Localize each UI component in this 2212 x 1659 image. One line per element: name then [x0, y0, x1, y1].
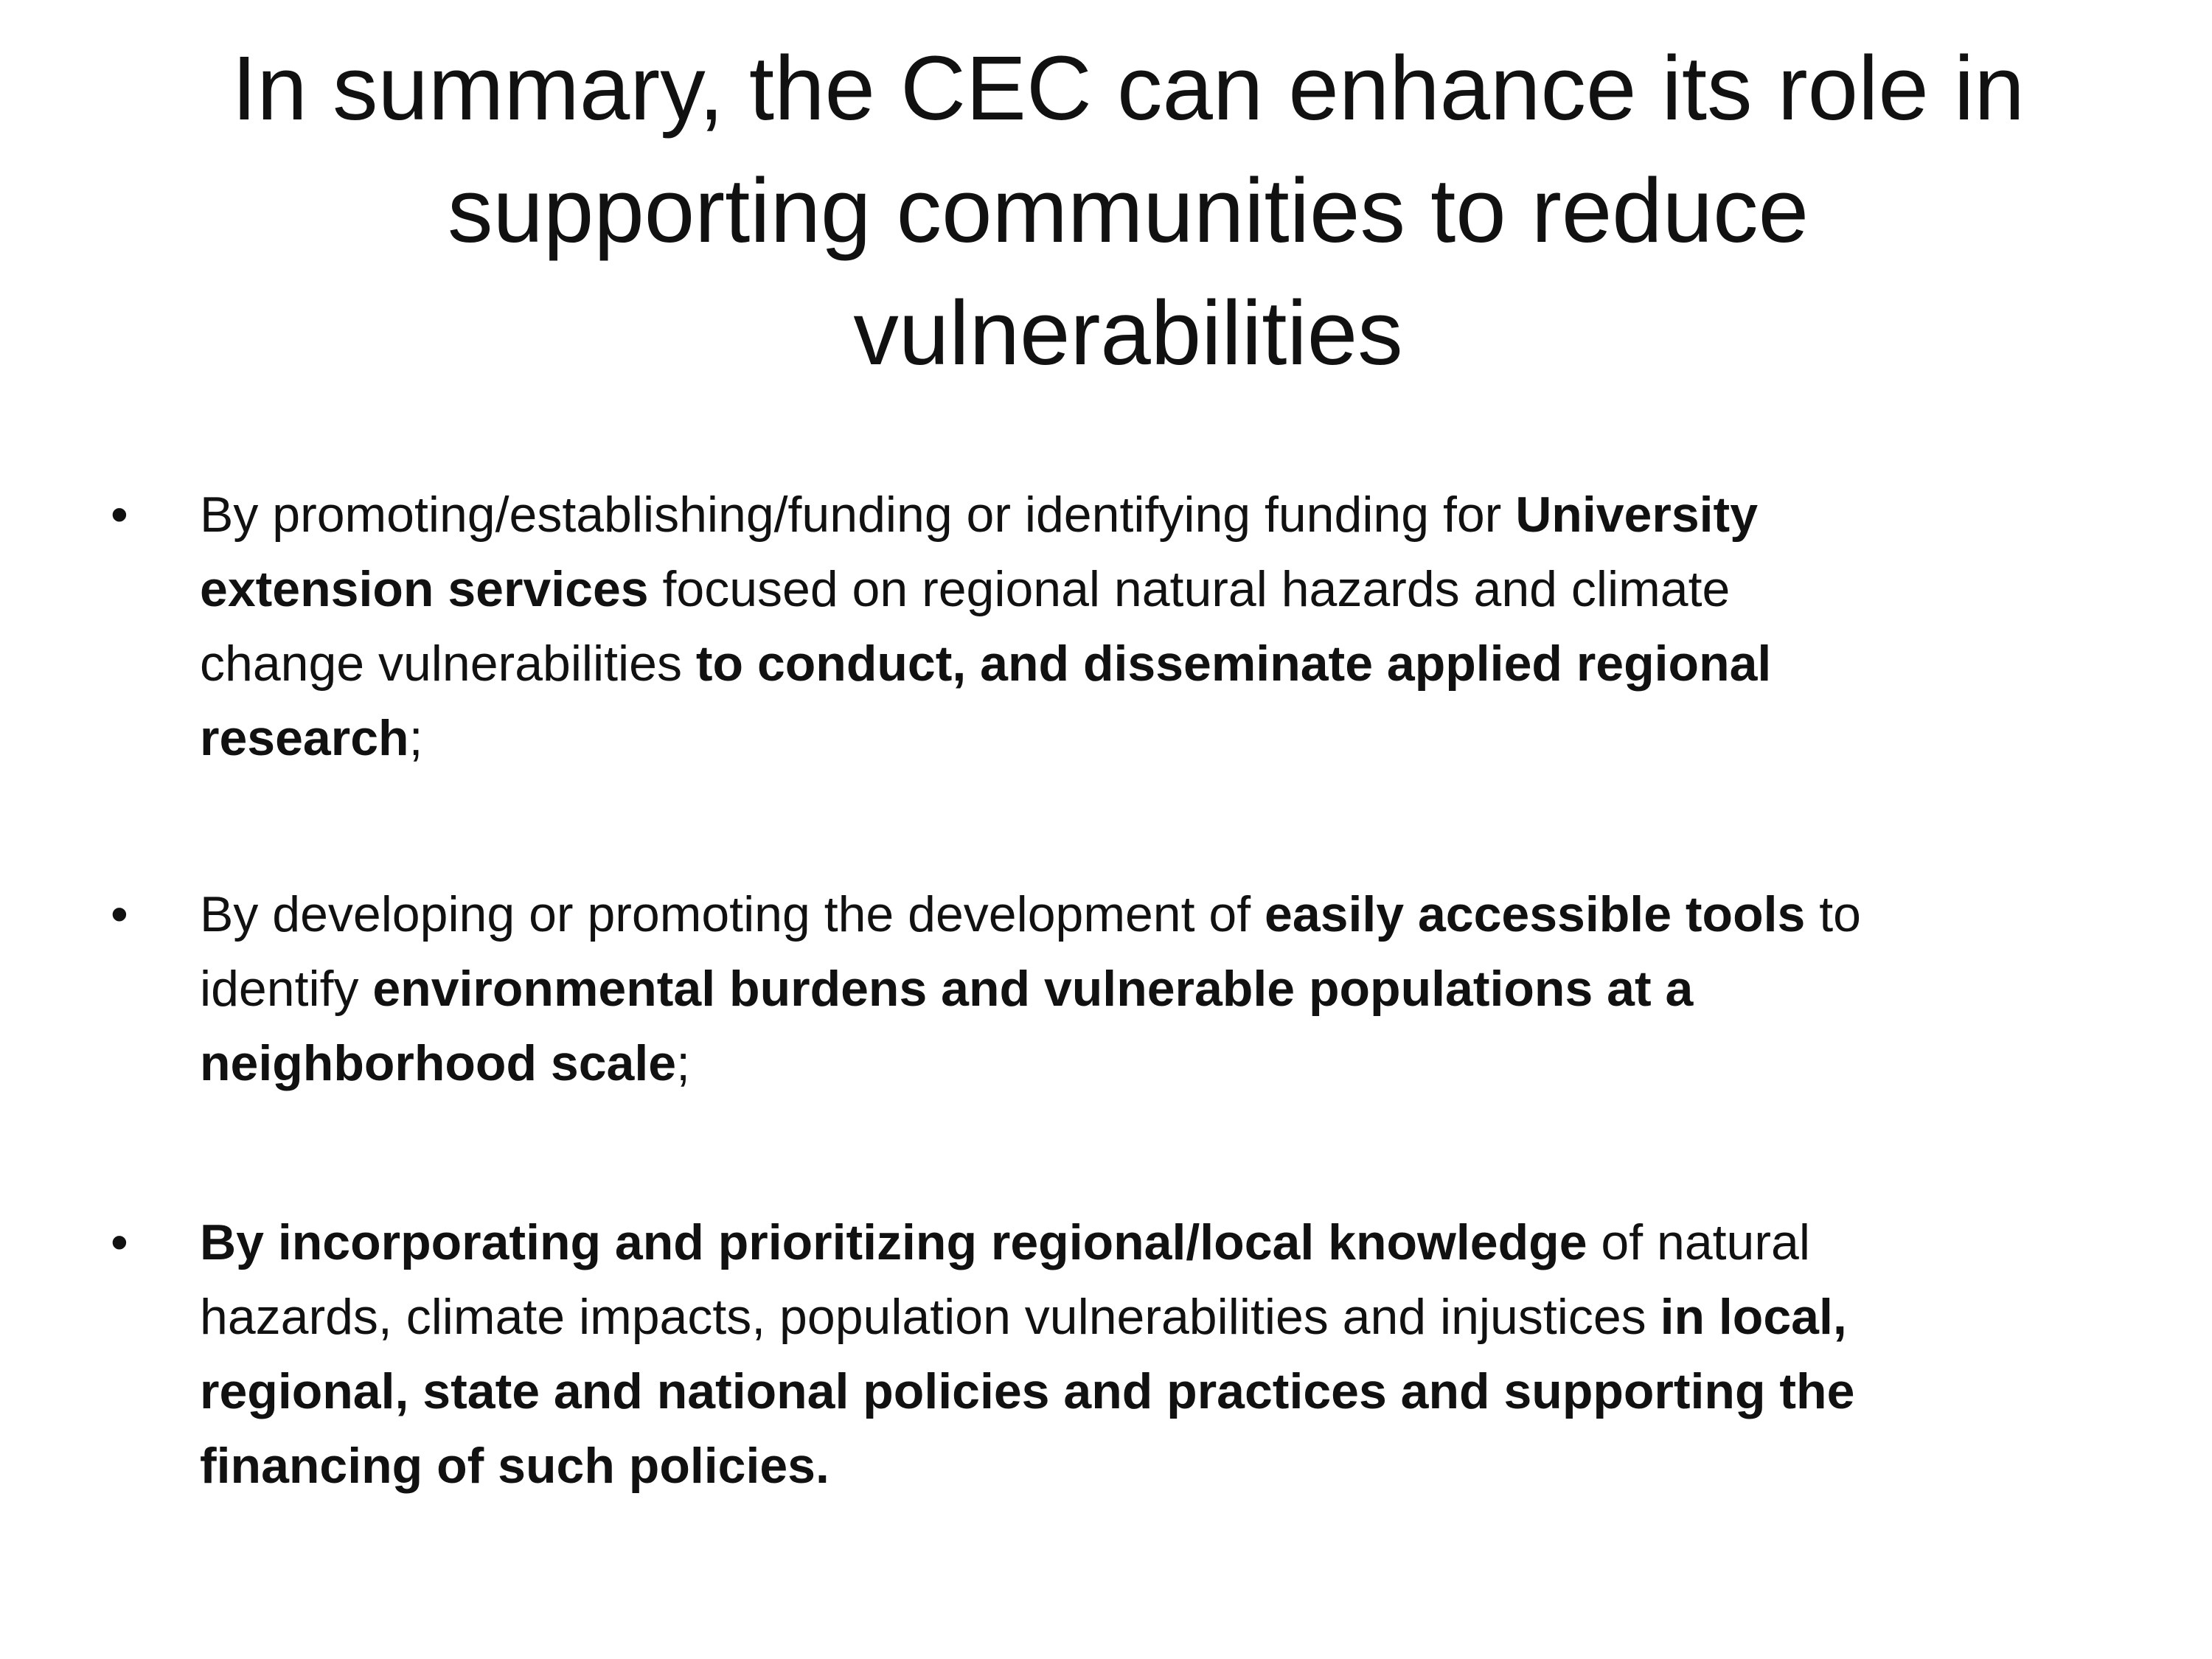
bullet-bold-text: environmental burdens and vulnerable populations at a: [372, 961, 1694, 1017]
bullet-bold-text: in local,: [1660, 1289, 1847, 1345]
bullet-line: [200, 552, 2109, 627]
bullet-list: [111, 478, 2109, 1605]
bullet-text: By promoting/establishing/funding or identifying funding for: [200, 487, 1516, 543]
bullet-bold-text: neighborhood scale: [200, 1035, 677, 1091]
bullet-bold-text: By incorporating and prioritizing regional/local knowledge: [200, 1214, 1587, 1270]
bullet-bold-text: financing of such policies.: [200, 1438, 830, 1494]
bullet-line: [200, 1354, 2109, 1429]
bullet-bold-text: regional, state and national policies and practices and supporting the: [200, 1363, 1855, 1419]
bullet-icon: •: [111, 886, 128, 942]
slide-title: [111, 28, 2146, 395]
bullet-text: hazards, climate impacts, population vulnerabilities and injustices: [200, 1289, 1660, 1345]
bullet-text: of natural: [1587, 1214, 1810, 1270]
bullet-item-local-knowledge: [111, 1206, 2109, 1503]
bullet-bold-text: extension services: [200, 561, 649, 617]
bullet-line: [200, 952, 2109, 1026]
bullet-text: By developing or promoting the development of: [200, 886, 1265, 942]
bullet-bold-text: University: [1515, 487, 1759, 543]
bullet-text: focused on regional natural hazards and climate: [648, 561, 1731, 617]
bullet-line: [200, 877, 2109, 952]
bullet-icon: •: [111, 1214, 128, 1270]
bullet-item-extension-services: [111, 478, 2109, 776]
title-line: supporting communities to reduce: [448, 161, 1809, 262]
bullet-line: [200, 627, 2109, 701]
title-line: vulnerabilities: [853, 283, 1403, 384]
bullet-bold-text: to conduct, and disseminate applied regional: [695, 636, 1772, 692]
bullet-line: [200, 478, 2109, 552]
bullet-item-accessible-tools: [111, 877, 2109, 1101]
bullet-line: [200, 1280, 2109, 1354]
bullet-line: [200, 1429, 2109, 1503]
bullet-icon: •: [111, 487, 128, 543]
bullet-bold-text: easily accessible tools: [1265, 886, 1806, 942]
bullet-line: [200, 701, 2109, 776]
bullet-line: [200, 1026, 2109, 1101]
bullet-text: to: [1805, 886, 1861, 942]
bullet-bold-text: research: [200, 710, 409, 766]
bullet-text: change vulnerabilities: [200, 636, 696, 692]
title-line: In summary, the CEC can enhance its role in: [232, 38, 2025, 139]
bullet-text: identify: [200, 961, 373, 1017]
bullet-line: [200, 1206, 2109, 1280]
bullet-text: ;: [408, 710, 423, 766]
bullet-text: ;: [676, 1035, 690, 1091]
